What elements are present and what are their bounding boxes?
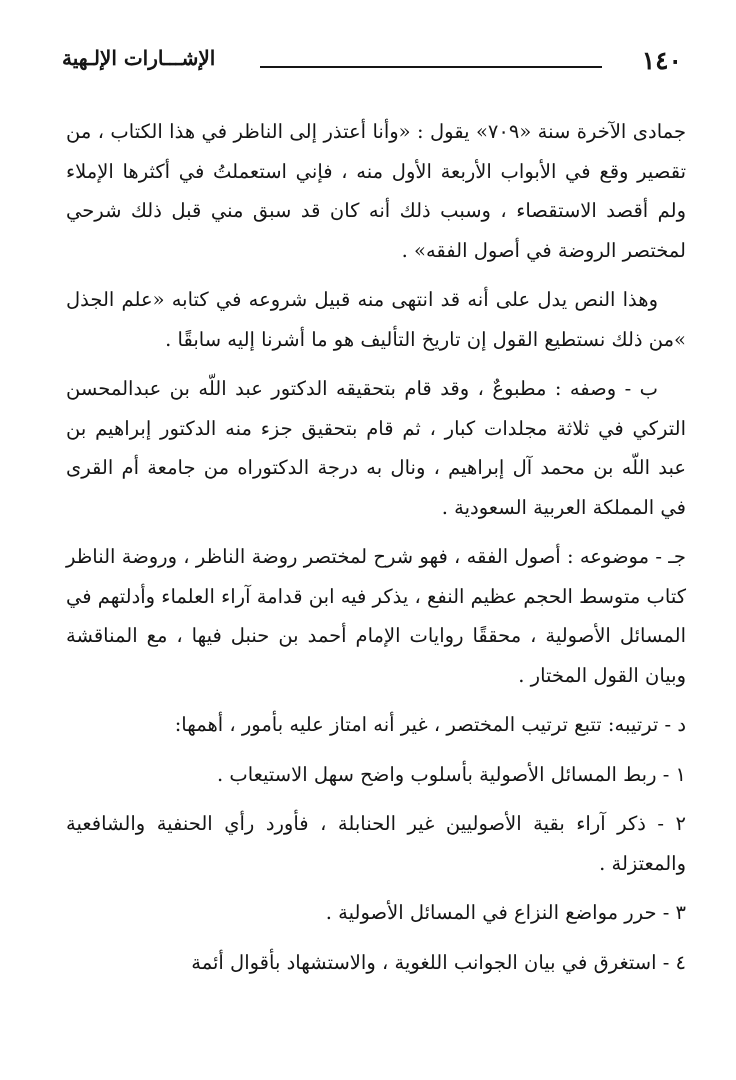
- paragraph-subject: جـ - موضوعه : أصول الفقه ، فهو شرح لمختصر روضة الناظر ، وروضة الناظر كتاب متوسط الحجم عظيم النفع ، يذكر فيه ابن قدامة آراء العلماء وأدلتهم في المسائل الأصولية ، محققًا روايات الإمام أحمد بن حنبل فيها ، مع المناقشة وبيان القول المختار .: [66, 545, 686, 687]
- page-body: [66, 112, 686, 992]
- paragraph-date-note: وهذا النص يدل على أنه قد انتهى منه قبيل شروعه في كتابه «علم الجذل »من ذلك نستطيع القول إن تاريخ التأليف هو ما أشرنا إليه سابقًا .: [66, 288, 686, 351]
- paragraph-quote: جمادى الآخرة سنة «٧٠٩» يقول : «وأنا أعتذر إلى الناظر في هذا الكتاب ، من تقصير وقع في الأبواب الأربعة الأول منه ، فإني استعملتُ في أكثرها الإملاء ولم أقصد الاستقصاء ، وسبب ذلك أنه كان قد سبق مني قبل ذلك شرحي لمختصر الروضة في أصول الفقه» .: [66, 120, 686, 262]
- running-title: الإشـــارات الإلـهية: [62, 46, 216, 70]
- paragraph-arrangement: د - ترتيبه: تتبع ترتيب المختصر ، غير أنه امتاز عليه بأمور ، أهمها:: [174, 713, 686, 736]
- list-item-3: ٣ - حرر مواضع النزاع في المسائل الأصولية .: [325, 901, 686, 924]
- paragraph-description: ب - وصفه : مطبوعٌ ، وقد قام بتحقيقه الدكتور عبد اللّه بن عبدالمحسن التركي في ثلاثة مجلدات كبار ، ثم قام بتحقيق جزء منه الدكتور إبراهيم بن عبد اللّه بن محمد آل إبراهيم ، ونال به درجة الدكتوراه من جامعة أم القرى في المملكة العربية السعودية .: [66, 377, 686, 519]
- page-number: ١٤٠: [641, 46, 682, 75]
- list-item-2: ٢ - ذكر آراء بقية الأصوليين غير الحنابلة ، فأورد رأي الحنفية والشافعية والمعتزلة .: [66, 812, 686, 875]
- list-item-1: ١ - ربط المسائل الأصولية بأسلوب واضح سهل الاستيعاب .: [216, 762, 686, 786]
- header-rule: [260, 66, 602, 68]
- list-item-4: ٤ - استغرق في بيان الجوانب اللغوية ، والاستشهاد بأقوال أئمة: [191, 950, 686, 974]
- page-header: [62, 40, 682, 90]
